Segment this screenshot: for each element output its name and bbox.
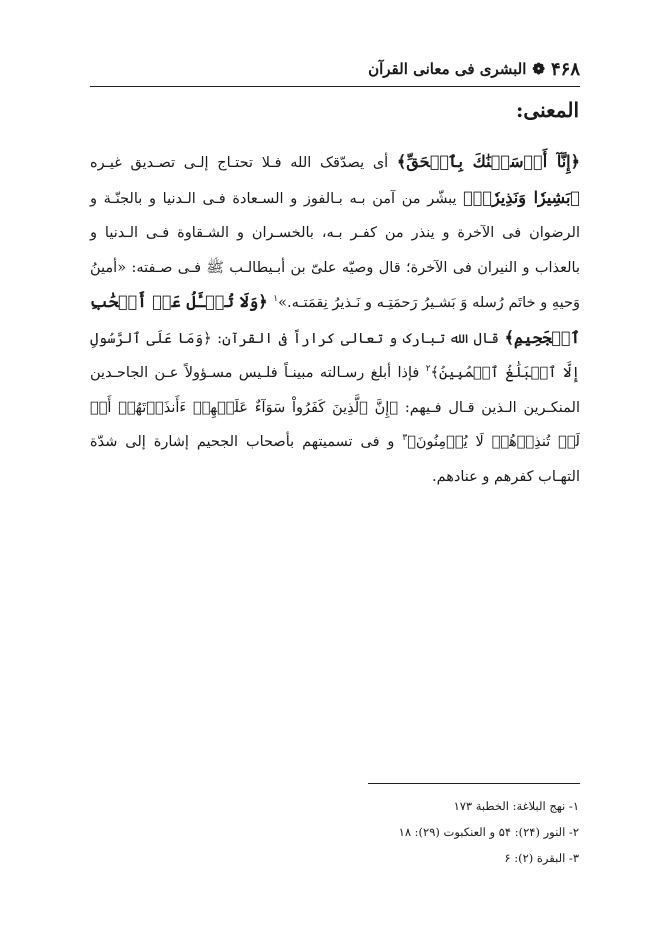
- quran-verse: ﴿إِنَّ ٱلَّذِينَ كَفَرُواْ سَوَآءٌ عَلَيۡهِمۡ ءَأَنذَرۡتَهُمۡ أَمۡ لَمۡ تُنذِرۡهُمۡ لَا يُؤۡمِنُونَ﴾: [90, 399, 580, 450]
- book-title: البشری فی معانی القرآن: [368, 60, 527, 78]
- footnote-divider: [368, 783, 580, 784]
- footnote-item: ۲- النور (۲۴): ۵۴ و العنکبوت (۲۹): ۱۸: [398, 825, 579, 839]
- page-number: ۴۶۸: [550, 58, 580, 80]
- footnote-item: ۱- نهج البلاغة: الخطبة ۱۷۳: [453, 799, 579, 813]
- body-text-run: قال الله تبارک و تعالی کراراً فی القرآن:: [211, 330, 505, 347]
- section-heading: المعنی:: [516, 98, 579, 122]
- body-paragraph: [90, 145, 580, 494]
- body-text-run: و فی تسمیتهم بأصحاب الجحیم إشارة إلی شدّة التهـاب کفرهم و عنادهم.: [90, 434, 580, 485]
- body-text-run: أی یصدّقک الله فـلا تحتـاج إلـی تصـدیق غیـره: [90, 155, 397, 171]
- body-text-run: فإذا أبلغ رسـالته مبینـاً فلـیس مسـؤولاً عـن الجاحـدین المنکـرین الـذین قـال فـیهم:: [90, 365, 581, 416]
- flower-ornament-icon: ❁: [532, 59, 545, 78]
- footnote-item: ۳- البقرة (۲): ۶: [504, 851, 579, 865]
- body-text-run: یبشّر من آمن بـه بـالفوز و السـعادة فـی الـدنیا و بالجنّـة و الرضوان فی الآخرة و ینذر من کفـر بـه، بالخسـران و الشـقاوة فـی الـدنیا و بالعذاب و النیران فی الآخرة؛ قال وصیّه علیّ بن أبـیطالـب ﷺ فـی صـفته: «أمینُ وَحیهِ و خاتَم رُسله وَ بَشـیرُ رَحمَتِـه و نَـذیرُ نِقمَتـه.»: [90, 190, 580, 311]
- footnote-reference: ۳: [402, 433, 408, 444]
- footnote-reference: ۱: [273, 294, 279, 305]
- quran-verse: ﴿بَشِيرٗا وَنَذِيرٗاۖ﴾: [463, 187, 580, 207]
- footnote-reference: ۲: [425, 364, 431, 375]
- quran-verse: ﴿وَمَا عَلَى ٱلرَّسُولِ إِلَّا ٱلۡبَلَٰغُ ٱلۡمُبِينُ﴾: [90, 330, 580, 381]
- footnotes-list: [399, 793, 579, 871]
- quran-verse: ﴿إِنَّآ أَرۡسَلۡنَٰكَ بِٱلۡحَقِّ﴾: [396, 152, 580, 171]
- quran-verse: ﴿وَلَا تُسۡـَٔلُ عَنۡ أَصۡحَٰبِ ٱلۡجَحِيمِ﴾: [90, 292, 581, 347]
- running-header: [90, 52, 580, 87]
